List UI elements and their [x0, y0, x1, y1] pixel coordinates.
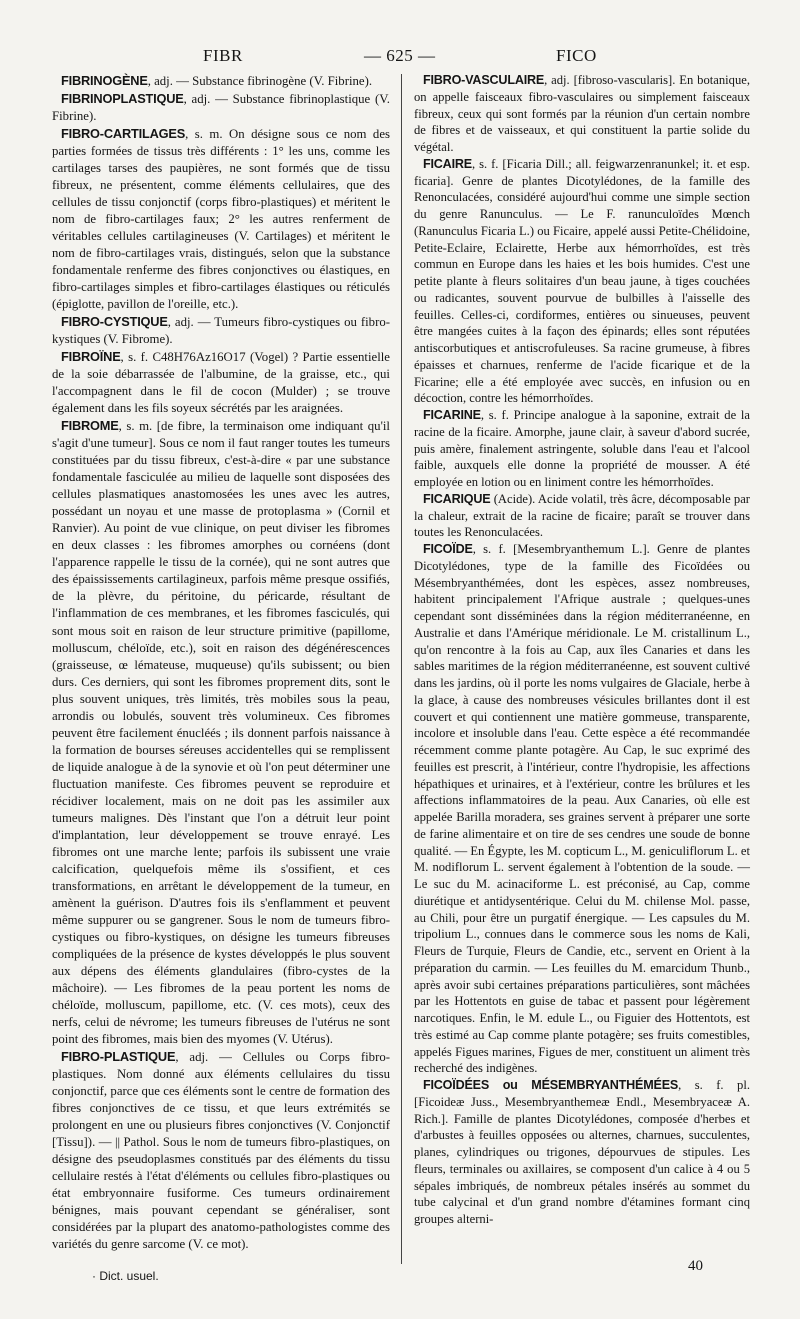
- entry: [414, 1077, 750, 1228]
- entry: [414, 72, 750, 156]
- running-head-left: FIBR: [203, 46, 243, 65]
- right-column: [414, 72, 750, 1228]
- entry: [52, 417, 390, 1048]
- entry-headword: FIBRINOPLASTIQUE: [61, 91, 184, 107]
- left-column: [52, 72, 390, 1253]
- entry: [52, 348, 390, 417]
- entry-text: , s. m. [de fibre, la terminaison ome indiquant qu'il s'agit d'une tumeur]. Sous ce nom il faut ranger toutes les tumeurs constituées par du tissu fibreux, c'est-à-dire « par une substance fondamentale fasciculée au milieu de laquelle sont disposées des cellules plasmatiques anastomosées les unes avec les autres, possédant un noyau et une masse de protoplasma » (Cornil et Ranvier). Au point de vue clinique, on peut diviser les fibromes en deux classes : les fibromes amorphes ou cornéens (dont l'apparence rappelle le tissu de la cornée), qui ne sont autres que des épaississements cartilagineux, parfois même presque ossifiés, de la plèvre, du péritoine, du péricarde, résultant de l'inflammation de ces membranes, et les fibromes fasciculés, qui sont mous soit en raison de leur structure primitive (papillome, molluscum, chéloïde, etc.), soit en raison des dégénérescences (graisseuse, œ lémateuse, muqueuse) qu'ils subissent; ou bien durs. Ces derniers, qui sont les fibromes proprement dits, sont le plus souvent uniques, très limités, très mobiles sous la peau, arrondis ou lobulés, souvent très volumineux. Ces fibromes peuvent être facilement énucléés ; ils donnent parfois naissance à la formation de bourses séreuses accidentelles qui se remplissent de liquide analogue à de la synovie et où l'on peut déterminer une fluctuation manifeste. Ces fibromes peuvent se reproduire et récidiver localement, mais on ne doit pas les assimiler aux tumeurs malignes. Dès l'instant que l'on a détruit leur point d'implantation, leur développement se trouve enrayé. Les fibromes ont une marche lente; parfois ils subissent une vraie calcification, quelquefois même ils s'ossifient, et ces transformations, en arrêtant le développement de la tumeur, en amènent la guérison. D'autres fois ils s'enflamment et peuvent même suppurer ou se gangrener. Sous le nom de tumeurs fibro-cystiques ou fibro-kystiques, on désigne les tumeurs fibreuses compliquées de la présence de kystes développés le plus souvent aux dépens des éléments glandulaires (fibro-cystes de la mâchoire). — Les fibromes de la peau portent les noms de chéloïde, molluscum, papillome, etc. (V. ces mots), ceux des nerfs, celui de névrome; les tumeurs fibreuses de l'utérus ne sont point des fibromes, mais bien des myomes (V. Utérus).: [52, 419, 390, 1046]
- entry-text: , adj. [fibroso-vascularis]. En botanique, on appelle faisceaux fibro-vasculaires ou simplement faisceaux fibreux, ceux qui sont formés par la réunion d'un certain nombre de fibres et de vaisseaux, et qui constituent la partie solide du végétal.: [414, 73, 750, 154]
- entry: [52, 90, 390, 125]
- entry: [52, 125, 390, 313]
- entry-text: , s. f. pl. [Ficoideæ Juss., Mesembryanthemeæ Endl., Mesembryaceæ A. Rich.]. Famille de plantes Dicotylédones, composée d'herbes et d'arbustes à feuilles opposées ou alternes, charnues, succulentes, planes, cylindriques ou trigones, dépourvues de stipules. Les fleurs, terminales ou axillaires, se composent d'un calice à 4 ou 5 sépales imbriqués, de nombreux pétales insérés au sommet du tube calycinal et d'un grand nombre d'étamines formant cinq groupes alterni-: [414, 1078, 750, 1226]
- entry-headword: FICAIRE: [423, 156, 472, 171]
- entry-text: , s. f. C48H76Az16O17 (Vogel) ? Partie essentielle de la soie débarrassée de l'albumine, de la graisse, etc., qui l'accompagnent dans le fil de cocon (Mulder) ; se trouve également dans les fils soyeux sécrétés par les araignées.: [52, 350, 390, 416]
- entry-text: , adj. — Substance fibrinogène (V. Fibrine).: [147, 74, 373, 88]
- signature-number: 40: [688, 1258, 703, 1274]
- entry-text: , adj. — Substance fibrinoplastique (V. Fibrine).: [52, 92, 390, 124]
- entry-text: (Acide). Acide volatil, très âcre, décomposable par la chaleur, extrait de la racine de ficaire; paraît se trouver dans toutes les Renonculacées.: [414, 491, 750, 540]
- entry-headword: FIBRINOGÈNE: [61, 73, 148, 88]
- entry-headword: FIBRO-CARTILAGES: [61, 126, 186, 142]
- entry-headword: FIBROME: [61, 418, 119, 434]
- running-head-right: FICO: [556, 46, 597, 65]
- entry-text: , s. f. [Mesembryanthemum L.]. Genre de plantes Dicotylédones, type de la famille des Ficoïdées ou Mésembryanthémées, dont les espèces, assez nombreuses, habitent principalement l'Afrique australe ; quelques-unes cependant sont disséminées dans la région méditerranéenne, en Australie et dans l'Amérique méridionale. Le M. cristallinum L., qu'on rencontre à la fois au Cap, aux îles Canaries et dans les sables maritimes de la région méditerranéenne, est souvent cultivé dans les jardins, où il porte les noms vulgaires de Glaciale, herbe à la glace, à cause des nombreuses vésicules brillantes dont il est couvert et qui contiennent une matière gommeuse, transparente, incolore et insoluble dans l'eau. Cette espèce a été recommandée récemment comme plante potagère. Au Cap, le suc exprimé des feuilles est prescrit, à l'intérieur, contre l'hydropisie, les affections hépathiques et urinaires, et à l'extérieur, contre les brûlures et les affections inflammatoires de la peau. Aux Canaries, où elle est appelée Barilla moradera, ses graines servent à préparer une sorte de farine alimentaire et on tire de ses cendres une soude de bonne qualité. — En Égypte, les M. copticum L., M. geniculiflorum L. et M. nodiflorum L. servent également à l'obtention de la soude. — Le suc du M. acinaciforme L. est préconisé, au Cap, comme diurétique et antidysentérique. Celui du M. chilense Mol. passe, au Chili, pour être un purgatif énergique. — Les capsules du M. tripolium L., connues dans le commerce sous les noms de Kali, Fleurs de Turquie, Fleurs de Candie, etc., servent en Orient à la préparation du carmin. — Les feuilles du M. emarcidum Thunb., après avoir subi certaines préparations particulières, sont mâchées par les Hottentots en guise de tabac et passent pour légèrement narcotiques. Enfin, le M. edule L., ou Figuier des Hottentots, est très estimé au Cap comme plante potagère; ses fruits comestibles, appelés Figues marines, Figues de mer, constituent un aliment très recherché des indigènes.: [414, 542, 750, 1076]
- entry: [52, 1048, 390, 1253]
- entry-headword: FIBRO-VASCULAIRE: [423, 73, 545, 87]
- entry-text: , s. m. On désigne sous ce nom des parties formées de tissus très différents : 1° les uns, comme les cartilages tarses des paupières, ne sont formés que de tissu fibreux, ne présentent, comme éléments cellulaires, que des cellules de tissu conjonctif (corps fibro-plastiques) et méritent le nom de fibro-cartilages faux; 2° les autres renferment de véritables cellules cartilagineuses (V. Cartilages) et méritent le nom de fibro-cartilages vrais, distingués, selon que la substance fondamentale renferme des fibres conjonctives ou élastiques, en fibro-cartilages simples et fibro-cartilages élastiques ou réticulés (épiglotte, pavillon de l'oreille, etc.).: [52, 127, 390, 312]
- entry-text: , s. f. [Ficaria Dill.; all. feigwarzenranunkel; it. et esp. ficaria]. Genre de plantes Dicotylédones, de la famille des Renonculacées, considéré aujourd'hui comme une simple section du genre Ranunculus. — Le F. ranunculoïdes Mœnch (Ranunculus Ficaria L.) ou Ficaire, appelé aussi Petite-Chélidoine, Petite-Eclaire, Eclairette, Herbe aux hémorrhoïdes, est très commun en Europe dans les haies et les bois humides. C'est une petite plante à fleurs solitaires d'un beau jaune, à tiges couchées ou radicantes, souvent pourvue de bulbilles à l'aisselle des feuilles. Celles-ci, cordiformes, entières ou sinueuses, peuvent être mangées cuites à la façon des épinards; elles sont réputées antiscorbutiques et antiscrofuleuses. Sa racine grumeuse, à fibres épaisses et charnues, renferme de l'acide ficarique et de la Ficarine; elle a été employée avec succès, en infusion ou en décoction, contre les hémorrhoïdes.: [414, 156, 750, 406]
- page-number-header: — 625 —: [364, 46, 436, 65]
- entry-headword: FICARINE: [423, 408, 481, 422]
- entry-headword: FIBRO-CYSTIQUE: [61, 314, 168, 330]
- entry-headword: FIBRO-PLASTIQUE: [61, 1048, 176, 1064]
- entry: [52, 72, 390, 90]
- entry-text: , adj. — Cellules ou Corps fibro-plastiques. Nom donné aux éléments cellulaires du tissu conjonctif, parce que ces éléments sont le centre de formation des fibres conjonctives de ce tissu, et que leurs extrémités se prolongent en une ou plusieurs fibres conjonctives (V. Conjonctif [Tissu]). — || Pathol. Sous le nom de tumeurs fibro-plastiques, on désigne des pseudoplasmes constitués par des éléments du tissu cellulaire restés à l'état d'éléments ou cellules fibro-plastiques ou état embryonnaire fusiforme. Ces tumeurs ordinairement bénignes, mais pouvant cependant se généraliser, sont considérées par la plupart des anatomo-pathologistes comme des variétés du genre sarcome (V. ce mot).: [52, 1049, 390, 1252]
- entry: [414, 491, 750, 541]
- entry-headword: FICOÏDÉES ou MÉSEMBRYANTHÉMÉES: [423, 1078, 679, 1092]
- entry: [52, 313, 390, 348]
- entry: [414, 156, 750, 407]
- entry-headword: FICOÏDE: [423, 542, 473, 556]
- entry: [414, 541, 750, 1077]
- entry: [414, 407, 750, 491]
- column-divider: [401, 74, 402, 1264]
- entry-text: , s. f. Principe analogue à la saponine, extrait de la racine de la ficaire. Amorphe, jaune clair, à saveur d'abord sucrée, puis amère, finalement astringente, soluble dans l'eau et l'alcool faible, auxquels elle donne la propriété de mousser. A été employée en lotion ou en liniment contre les hémorrhoïdes.: [414, 408, 750, 489]
- entry-headword: FIBROÏNE: [61, 349, 121, 365]
- entry-headword: FICARIQUE: [423, 491, 491, 506]
- entry-text: , adj. — Tumeurs fibro-cystiques ou fibro-kystiques (V. Fibrome).: [52, 315, 390, 347]
- footer-imprint: · Dict. usuel.: [92, 1269, 159, 1283]
